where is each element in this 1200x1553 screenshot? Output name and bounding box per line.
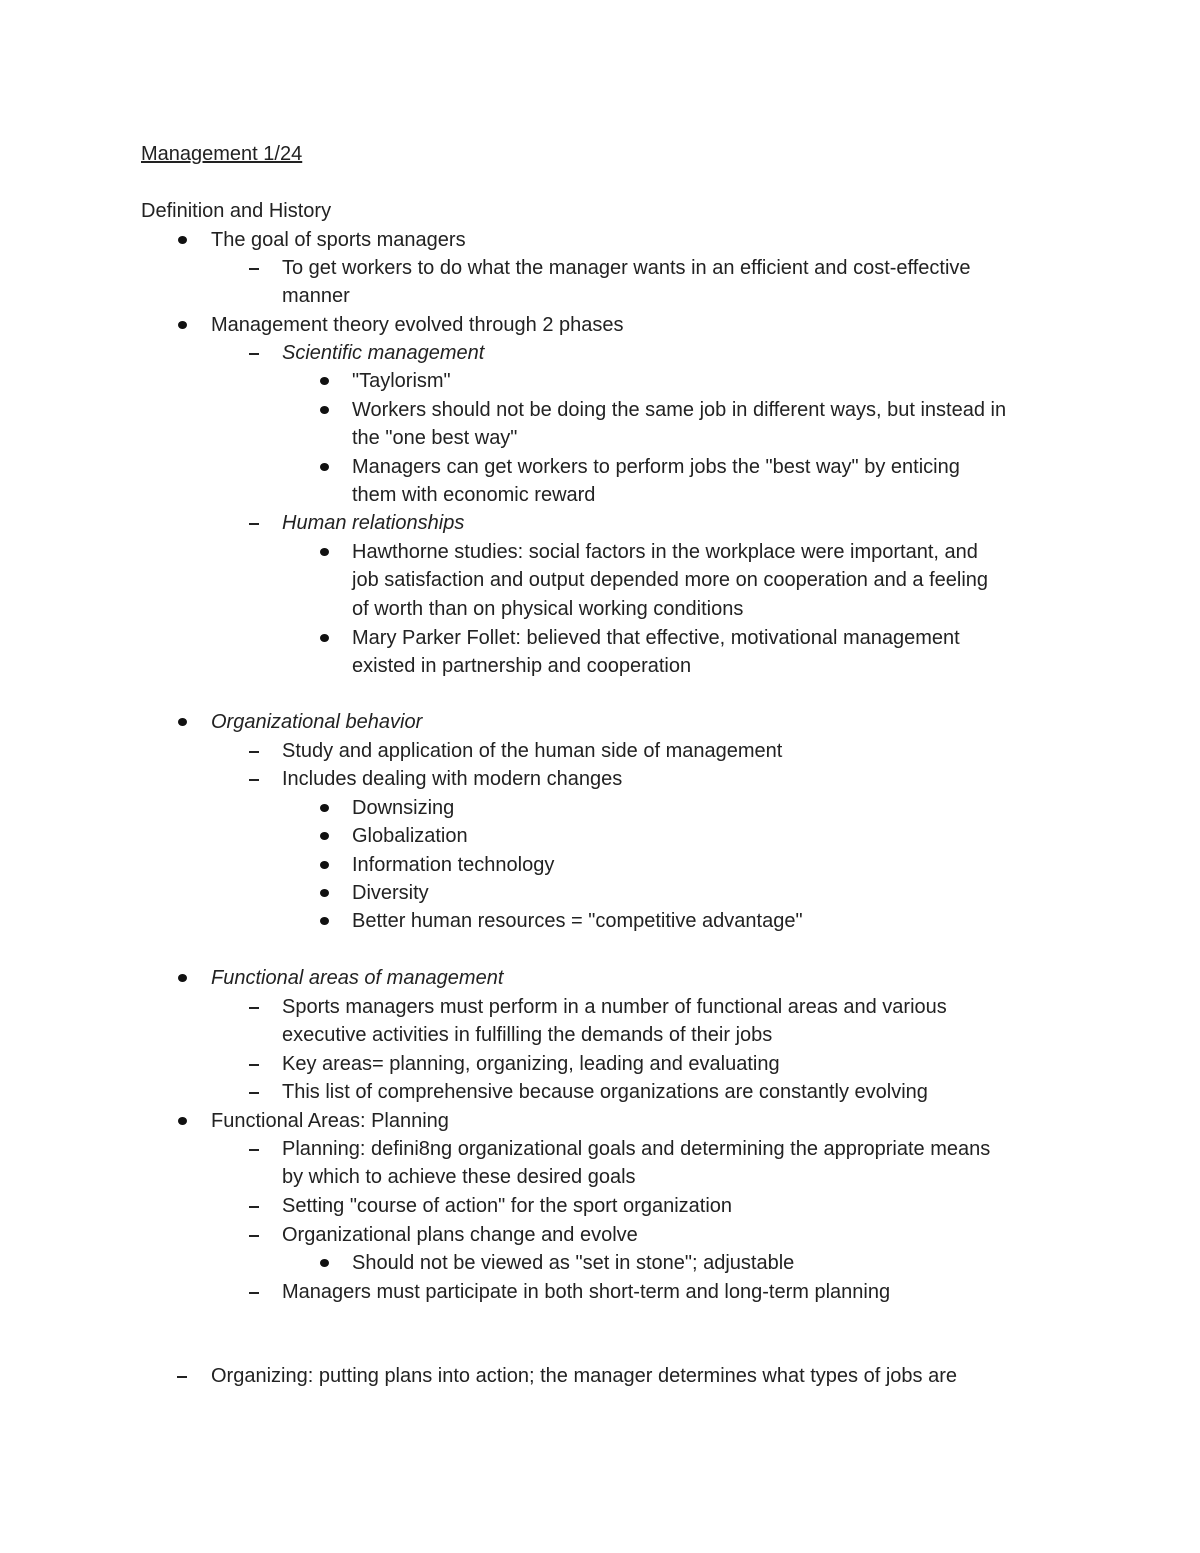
line-text: the "one best way" (352, 427, 518, 449)
bullet-icon (320, 832, 329, 840)
dash-icon (249, 1235, 259, 1237)
line-text: by which to achieve these desired goals (282, 1166, 636, 1188)
dash-icon (249, 1292, 259, 1294)
line-text: Human relationships (282, 512, 465, 534)
dash-icon (249, 1064, 259, 1066)
dash-icon (249, 751, 259, 753)
bullet-icon (320, 861, 329, 869)
dash-icon (249, 779, 259, 781)
line-text: Functional Areas: Planning (211, 1110, 449, 1132)
bullet-icon (320, 634, 329, 642)
line-text: Sports managers must perform in a number of functional areas and various (282, 996, 947, 1018)
bullet-icon (178, 236, 187, 244)
line-text: Organizational plans change and evolve (282, 1224, 638, 1246)
bullet-icon (320, 804, 329, 812)
line-text: Key areas= planning, organizing, leading and evaluating (282, 1053, 780, 1075)
bullet-icon (320, 548, 329, 556)
line-text: This list of comprehensive because organizations are constantly evolving (282, 1081, 928, 1103)
line-text: Organizing: putting plans into action; the manager determines what types of jobs are (211, 1365, 957, 1387)
line-text: Organizational behavior (211, 711, 423, 733)
line-text: executive activities in fulfilling the demands of their jobs (282, 1024, 773, 1046)
line-text: Better human resources = "competitive advantage" (352, 910, 803, 932)
line-text: Information technology (352, 854, 555, 876)
dash-icon (249, 1007, 259, 1009)
line-text: them with economic reward (352, 484, 596, 506)
line-text: Includes dealing with modern changes (282, 768, 623, 790)
line-text: Diversity (352, 882, 429, 904)
page-title: Management 1/24 (141, 143, 303, 165)
bullet-icon (178, 718, 187, 726)
bullet-icon (178, 321, 187, 329)
bullet-icon (178, 1117, 187, 1125)
line-text: Workers should not be doing the same job in different ways, but instead in (352, 399, 1007, 421)
bullet-icon (320, 917, 329, 925)
line-text: Functional areas of management (211, 967, 504, 989)
line-text: Hawthorne studies: social factors in the workplace were important, and (352, 541, 978, 563)
bullet-icon (320, 377, 329, 385)
line-text: Globalization (352, 825, 468, 847)
line-text: Setting "course of action" for the sport organization (282, 1195, 733, 1217)
line-text: To get workers to do what the manager wants in an efficient and cost-effective (282, 257, 971, 279)
line-text: Scientific management (282, 342, 485, 364)
line-text: Planning: defini8ng organizational goals and determining the appropriate means (282, 1138, 991, 1160)
line-text: Downsizing (352, 797, 455, 819)
dash-icon (249, 1092, 259, 1094)
line-text: The goal of sports managers (211, 229, 466, 251)
dash-icon (177, 1376, 187, 1378)
bullet-icon (320, 406, 329, 414)
line-text: existed in partnership and cooperation (352, 655, 692, 677)
bullet-icon (320, 1259, 329, 1267)
dash-icon (249, 353, 259, 355)
line-text: job satisfaction and output depended more on cooperation and a feeling (352, 569, 989, 591)
dash-icon (249, 1206, 259, 1208)
dash-icon (249, 523, 259, 525)
line-text: manner (282, 285, 350, 307)
line-text: of worth than on physical working conditions (352, 598, 744, 620)
line-text: "Taylorism" (352, 370, 451, 392)
line-text: Study and application of the human side of management (282, 740, 783, 762)
bullet-icon (320, 463, 329, 471)
line-text: Managers must participate in both short-term and long-term planning (282, 1281, 891, 1303)
dash-icon (249, 1149, 259, 1151)
line-text: Mary Parker Follet: believed that effective, motivational management (352, 627, 960, 649)
line-text: Should not be viewed as "set in stone"; adjustable (352, 1252, 795, 1274)
bullet-icon (178, 974, 187, 982)
line-text: Management theory evolved through 2 phases (211, 314, 624, 336)
bullet-icon (320, 889, 329, 897)
line-text: Managers can get workers to perform jobs the "best way" by enticing (352, 456, 960, 478)
dash-icon (249, 268, 259, 270)
line-text: Definition and History (141, 200, 332, 222)
